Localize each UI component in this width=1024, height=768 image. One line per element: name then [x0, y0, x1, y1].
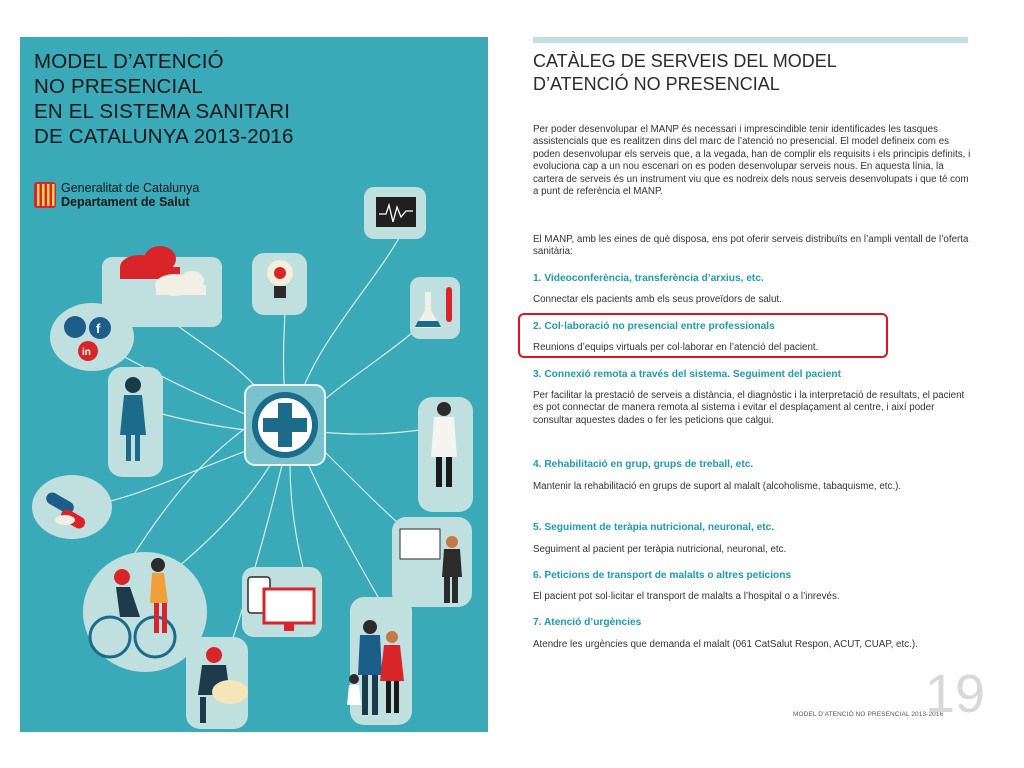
header-rule [533, 37, 968, 43]
section-text: Reunions d’equips virtuals per col·laborar en l’atenció del pacient. [533, 342, 819, 353]
section-heading: 3. Connexió remota a través del sistema. Seguiment del pacient [533, 369, 841, 380]
page-footer: MODEL D’ATENCIÓ NO PRESENCIAL 2013-2016 [793, 711, 944, 718]
cover-title-line: MODEL D’ATENCIÓ [34, 50, 224, 73]
section-heading: 6. Peticions de transport de malalts o altres peticions [533, 570, 792, 581]
cover-title-line: NO PRESENCIAL [34, 75, 203, 98]
org-line1: Generalitat de Catalunya [61, 181, 200, 195]
section-heading: 2. Col·laboració no presencial entre professionals [533, 321, 775, 332]
department-name [61, 181, 199, 209]
org-line2: Departament de Salut [61, 195, 190, 209]
svg-text:f: f [96, 321, 101, 336]
cover-page [20, 37, 488, 732]
section-heading: 5. Seguiment de teràpia nutricional, neuronal, etc. [533, 522, 775, 533]
section-text: El pacient pot sol·licitar el transport de malalts a l’hospital o a l’inrevés. [533, 591, 840, 602]
section-heading: 4. Rehabilitació en grup, grups de treball, etc. [533, 459, 754, 470]
section-text: Connectar els pacients amb els seus proveïdors de salut. [533, 294, 782, 305]
generalitat-logo [34, 182, 56, 208]
section-heading: 7. Atenció d’urgències [533, 617, 642, 628]
page-title-line: D’ATENCIÓ NO PRESENCIAL [533, 74, 780, 94]
section-text: Seguiment al pacient per teràpia nutricional, neuronal, etc. [533, 544, 787, 555]
page-number: 19 [925, 664, 986, 724]
page-title [533, 50, 973, 96]
section-text: Per facilitar la prestació de serveis a distància, el diagnòstic i la interpretació de resultats, el pacient es pot connectar de manera remota al sistema i evitar el desplaçament al centre, i així poder consultar aquestes dades o fer les peticions que calgui. [533, 390, 965, 426]
intro-paragraph: El MANP, amb les eines de què disposa, ens pot oferir serveis distribuïts en l’ampli ventall de l’oferta sanitària: [533, 234, 969, 258]
section-text: Atendre les urgències que demanda el malalt (061 CatSalut Respon, ACUT, CUAP, etc.). [533, 639, 918, 650]
svg-text:in: in [82, 347, 91, 358]
intro-paragraph: Per poder desenvolupar el MANP és necessari i imprescindible tenir identificades les tasques assistencials que es realitzen dins del marc de l’atenció no presencial. El model defineix com es poden desenvolupar els serveis que, a la vegada, han de complir els requisits i els principis definits, i evoluciona cap a un nou escenari on es poden desenvolupar serveis nous. En aquesta línia, la cartera de serveis és un instrument viu que es nodreix dels nous serveis desenvolupats i que té com a punt de referència el MANP. [533, 124, 971, 198]
cover-title [34, 49, 294, 149]
medical-cross-hub-icon [245, 385, 325, 465]
cover-title-line: EN EL SISTEMA SANITARI [34, 100, 291, 123]
page-title-line: CATÀLEG DE SERVEIS DEL MODEL [533, 51, 837, 71]
section-text: Mantenir la rehabilitació en grups de suport al malalt (alcoholisme, tabaquisme, etc.). [533, 481, 902, 492]
monitor-ecg-icon [376, 197, 416, 227]
cover-title-line: DE CATALUNYA 2013-2016 [34, 125, 294, 148]
highlight-box [518, 313, 888, 358]
section-heading: 1. Videoconferència, transferència d’arxius, etc. [533, 273, 764, 284]
